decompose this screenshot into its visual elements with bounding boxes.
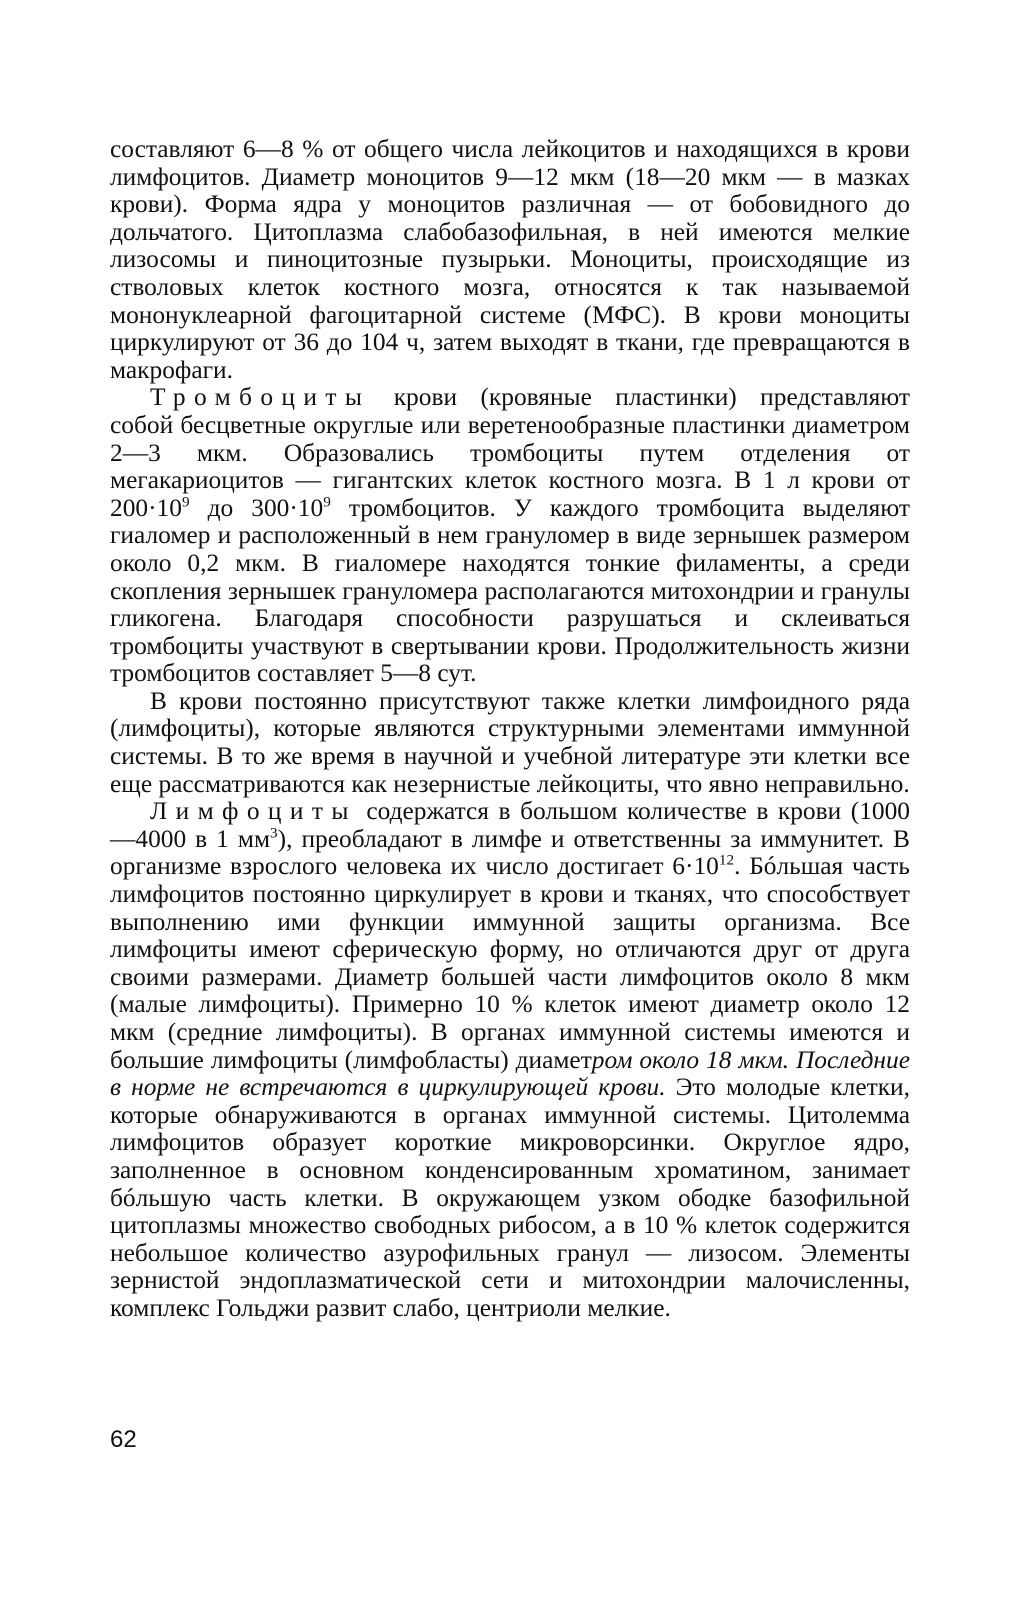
term-thrombocytes: Тромбоциты	[150, 383, 371, 412]
paragraph-text: . Бóльшая часть лимфоцитов постоянно циркулирует в крови и тканях, что способствует выполнению ими функции иммунной защиты организма. Все лимфоциты имеют сферическую форму, но отличаются друг от друга своими размерами. Диаметр большей части лимфоцитов около 8 мкм (малые лимфоциты). Примерно 10 % клеток имеют диаметр около 12 мкм (средние лимфоциты). В органах иммунной системы имеются и большие лимфоциты (лимфобласты) диамет	[110, 852, 910, 1074]
paragraph-text: до 300·10	[189, 493, 324, 522]
paragraph-text: содержатся в большом количестве в крови (1000—4000 в 1 мм	[110, 797, 910, 853]
paragraph-text: Это молодые клетки, которые обнаруживаются в органах иммунной системы. Цитолемма лимфоцитов образует короткие микроворсинки. Округлое ядро, заполненное в основном конденсированным хроматином, занимает бóльшую часть клетки. В окружающем узком ободке базофильной цитоплазмы множество свободных рибосом, а в 10 % клеток содержится небольшое количество азурофильных гранул — лизосом. Элементы зернистой эндоплазматической сети и митохондрии малочисленны, комплекс Гольджи развит слабо, центриоли мелкие.	[110, 1073, 910, 1322]
paragraph-text: составляют 6—8 % от общего числа лейкоцитов и находящихся в крови лимфоцитов. Диаметр моноцитов 9—12 мкм (18—20 мкм — в мазках крови). Форма ядра у моноцитов различная — от бобовидного до дольчатого. Цитоплазма слабобазофильная, в ней имеются мелкие лизосомы и пиноцитозные пузырьки. Моноциты, происходящие из стволовых клеток костного мозга, относятся к так называемой мононуклеарной фагоцитарной системе (МФС). В крови моноциты циркулируют от 36 до 104 ч, затем выходят в ткани, где превращаются в макрофаги.	[110, 135, 910, 384]
paragraph-monocytes-continued	[110, 136, 910, 384]
paragraph-text: крови (кровяные пластинки) представляют собой бесцветные округлые или веретенообразные пластинки диаметром 2—3 мкм. Образовались тромбоциты путем отделения от мегакариоцитов — гигантских клеток костного мозга. В 1 л крови от 200·10	[110, 383, 910, 522]
paragraph-thrombocytes	[110, 384, 910, 688]
paragraph-lymphoid-cells	[110, 688, 910, 798]
paragraph-text: В крови постоянно присутствуют также клетки лимфоидного ряда (лимфоциты), которые являются структурными элементами иммунной системы. В то же время в научной и учебной литературе эти клетки все еще рассматриваются как незернистые лейкоциты, что явно неправильно.	[110, 686, 910, 798]
paragraph-text: тромбоцитов. У каждого тромбоцита выделяют гиаломер и расположенный в нем грануломер в виде зернышек размером около 0,2 мкм. В гиаломере находятся тонкие филаменты, а среди скопления зернышек грануломера располагаются митохондрии и гранулы гликогена. Благодаря способности разрушаться и склеиваться тромбоциты участвуют в свертывании крови. Продолжительность жизни тромбоцитов составляет 5—8 сут.	[110, 493, 910, 688]
superscript: 9	[323, 493, 331, 511]
italic-text: ром около 18 мкм. Последние в норме не встречаются в циркулирующей крови.	[110, 1045, 910, 1102]
page-number: 62	[110, 1426, 137, 1453]
paragraph-text: ), преобладают в лимфе и ответственны за иммунитет. В организме взрослого человека их число достигает 6·10	[110, 824, 910, 881]
superscript: 12	[718, 851, 735, 869]
page-body	[110, 136, 910, 1323]
superscript: 9	[181, 493, 190, 511]
paragraph-lymphocytes	[110, 798, 910, 1322]
superscript: 3	[270, 824, 278, 842]
term-lymphocytes: Лимфоциты	[150, 797, 357, 826]
